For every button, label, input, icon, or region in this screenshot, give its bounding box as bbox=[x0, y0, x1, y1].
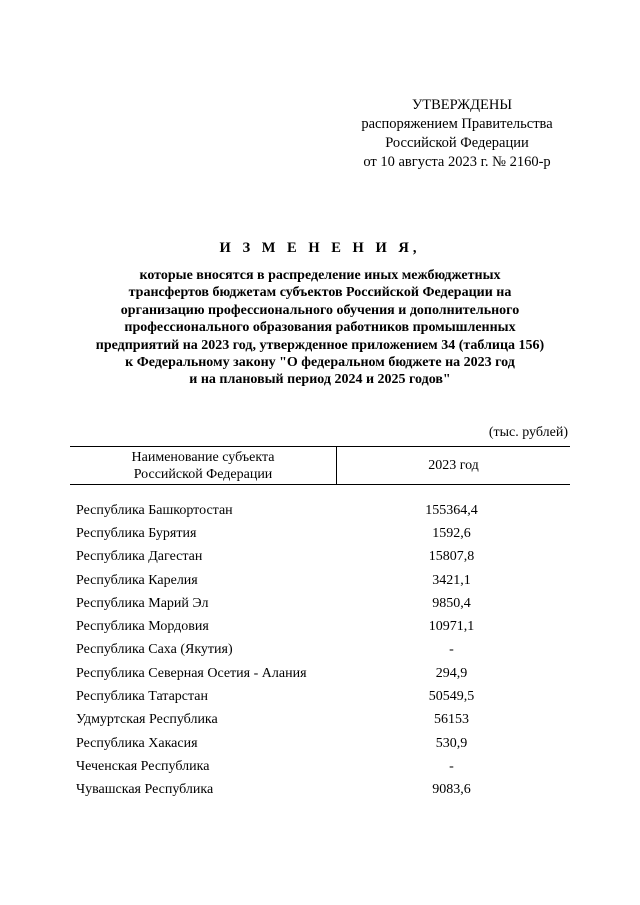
table-row bbox=[70, 639, 570, 662]
region-name: Республика Саха (Якутия) bbox=[76, 642, 233, 658]
table-row bbox=[70, 615, 570, 638]
allocation-table bbox=[70, 446, 570, 802]
approval-line-1: распоряжением Правительства bbox=[361, 116, 553, 132]
table-row bbox=[70, 709, 570, 732]
table-row bbox=[70, 779, 570, 802]
region-value: 1592,6 bbox=[432, 525, 471, 541]
table-row bbox=[70, 546, 570, 569]
region-value: 530,9 bbox=[435, 735, 468, 751]
document-subtitle bbox=[60, 267, 580, 389]
region-value: 9083,6 bbox=[432, 782, 471, 798]
approval-heading: УТВЕРЖДЕНЫ bbox=[411, 97, 513, 113]
region-value: 155364,4 bbox=[425, 502, 478, 518]
header-name-column bbox=[70, 447, 337, 484]
document-title: И З М Е Н Е Н И Я, bbox=[219, 240, 421, 256]
subtitle-line: к Федеральному закону "О федеральном бюджете на 2023 год bbox=[125, 355, 515, 371]
region-name: Чувашская Республика bbox=[76, 782, 214, 798]
approval-block bbox=[340, 96, 574, 172]
region-name: Удмуртская Республика bbox=[76, 712, 218, 728]
table-row bbox=[70, 732, 570, 755]
subtitle-line: которые вносятся в распределение иных межбюджетных bbox=[139, 268, 501, 283]
table-row bbox=[70, 499, 570, 522]
region-name: Республика Татарстан bbox=[76, 689, 209, 705]
region-value: 10971,1 bbox=[428, 619, 475, 635]
table-row bbox=[70, 755, 570, 778]
region-name: Республика Башкортостан bbox=[76, 502, 233, 518]
region-name: Республика Северная Осетия - Алания bbox=[76, 665, 307, 681]
region-name: Республика Мордовия bbox=[76, 619, 209, 635]
region-value: 3421,1 bbox=[432, 572, 471, 588]
header-year-column: 2023 год bbox=[428, 458, 479, 473]
subtitle-line: профессионального образования работников промышленных bbox=[124, 320, 516, 336]
subtitle-line: организацию профессионального обучения и дополнительного bbox=[120, 302, 520, 318]
region-name: Республика Бурятия bbox=[76, 525, 197, 541]
region-name: Республика Хакасия bbox=[76, 735, 198, 751]
region-value: - bbox=[449, 758, 454, 774]
table-row bbox=[70, 569, 570, 592]
header-name-line-1: Наименование субъекта bbox=[131, 450, 275, 465]
header-name-line-2: Российской Федерации bbox=[133, 467, 273, 482]
subtitle-line: и на плановый период 2024 и 2025 годов" bbox=[189, 372, 451, 388]
units-label: (тыс. рублей) bbox=[488, 425, 568, 440]
subtitle-line: трансфертов бюджетам субъектов Российской Федерации на bbox=[128, 285, 512, 301]
region-name: Республика Дагестан bbox=[76, 549, 203, 565]
table-row bbox=[70, 685, 570, 708]
region-value: 9850,4 bbox=[432, 595, 471, 611]
table-row bbox=[70, 592, 570, 615]
approval-line-3: от 10 августа 2023 г. № 2160-р bbox=[363, 154, 551, 170]
table-row bbox=[70, 662, 570, 685]
region-value: 56153 bbox=[434, 712, 469, 728]
subtitle-line: предприятий на 2023 год, утвержденное приложением 34 (таблица 156) bbox=[95, 337, 545, 353]
region-name: Республика Карелия bbox=[76, 572, 198, 588]
table-body bbox=[70, 499, 570, 802]
region-value: 50549,5 bbox=[428, 689, 475, 705]
approval-line-2: Российской Федерации bbox=[385, 135, 529, 151]
table-header bbox=[70, 446, 570, 485]
table-row bbox=[70, 522, 570, 545]
region-name: Чеченская Республика bbox=[76, 758, 210, 774]
region-value: - bbox=[449, 642, 454, 658]
region-value: 15807,8 bbox=[428, 549, 475, 565]
region-value: 294,9 bbox=[435, 665, 468, 681]
region-name: Республика Марий Эл bbox=[76, 595, 209, 611]
